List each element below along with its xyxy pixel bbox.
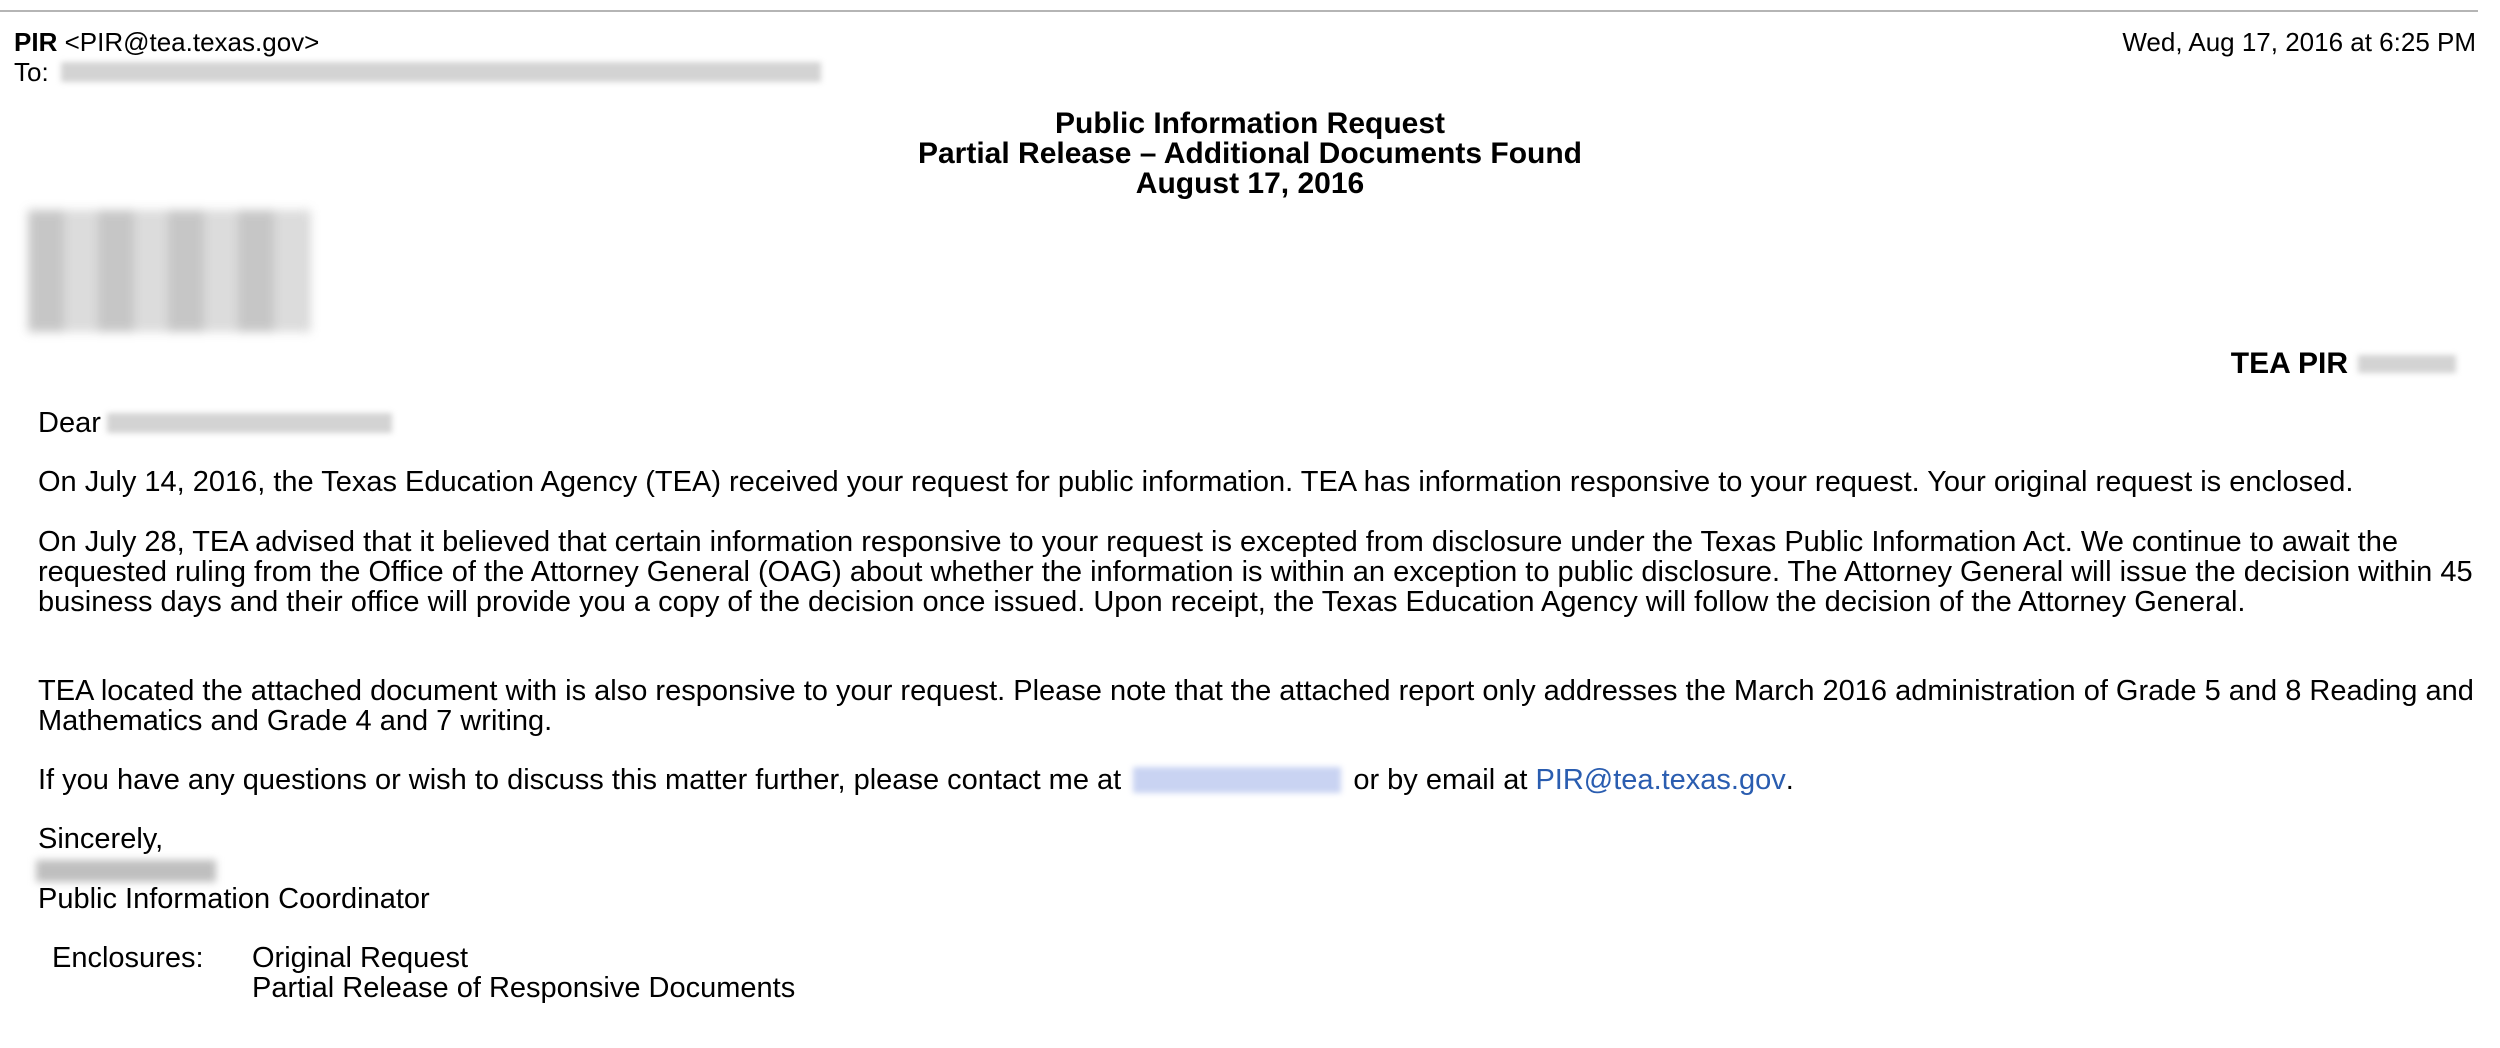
contact-email-link[interactable]: PIR@tea.texas.gov [1535,764,1786,796]
redacted-address-block [28,210,310,332]
redacted-recipients [61,62,821,82]
enclosures-list [252,943,795,1003]
closing: Sincerely, [38,823,164,855]
heading-line-3: August 17, 2016 [1135,167,1365,200]
sender-line [14,27,319,57]
signer-title: Public Information Coordinator [38,883,430,915]
paragraph-attached-document: TEA located the attached document with is also responsive to your request. Please note that the attached report only addresses the March 2016 administration of Grade 5 and 8 Reading and Mathematics and Grade 4 and 7 writing. [38,675,2474,737]
heading-line-2: Partial Release – Additional Documents Found [917,137,1582,170]
header-divider [0,10,2478,12]
contact-suffix: . [1785,764,1794,796]
to-label: To: [14,57,49,87]
salutation-text: Dear [38,407,101,439]
enclosure-item: Partial Release of Responsive Documents [252,972,796,1004]
pir-reference [2231,347,2456,381]
contact-prefix: If you have any questions or wish to discuss this matter further, please contact me at [38,764,1130,796]
redacted-pir-number [2358,355,2456,373]
salutation [38,408,2478,438]
enclosure-item: Original Request [252,942,468,974]
redacted-recipient-name [107,413,392,433]
contact-middle: or by email at [1345,764,1536,796]
paragraph-contact [38,765,2478,795]
letter-heading [0,109,2500,199]
pir-label: TEA PIR [2230,347,2348,380]
heading-line-1: Public Information Request [1054,107,1446,140]
enclosures-label: Enclosures: [52,942,204,974]
paragraph-oag-ruling: On July 28, TEA advised that it believed that certain information responsive to your request is excepted from disclosure under the Texas Public Information Act. We continue to await the requested ruling from the Office of the Attorney General (OAG) about whether the information is within an exception to public disclosure. The Attorney General will issue the decision within 45 business days and their office will provide you a copy of the decision once issued. Upon receipt, the Texas Education Agency will follow the decision of the Attorney General. [38,526,2473,618]
redacted-phone-link[interactable] [1133,767,1341,793]
sender-name: PIR [14,27,58,57]
redacted-signer-name [36,860,216,882]
email-date: Wed, Aug 17, 2016 at 6:25 PM [2122,27,2476,57]
paragraph-received: On July 14, 2016, the Texas Education Agency (TEA) received your request for public information. TEA has information responsive to your request. Your original request is enclosed. [38,466,2354,498]
sender-address[interactable]: <PIR@tea.texas.gov> [64,27,320,57]
recipient-line [14,57,821,87]
